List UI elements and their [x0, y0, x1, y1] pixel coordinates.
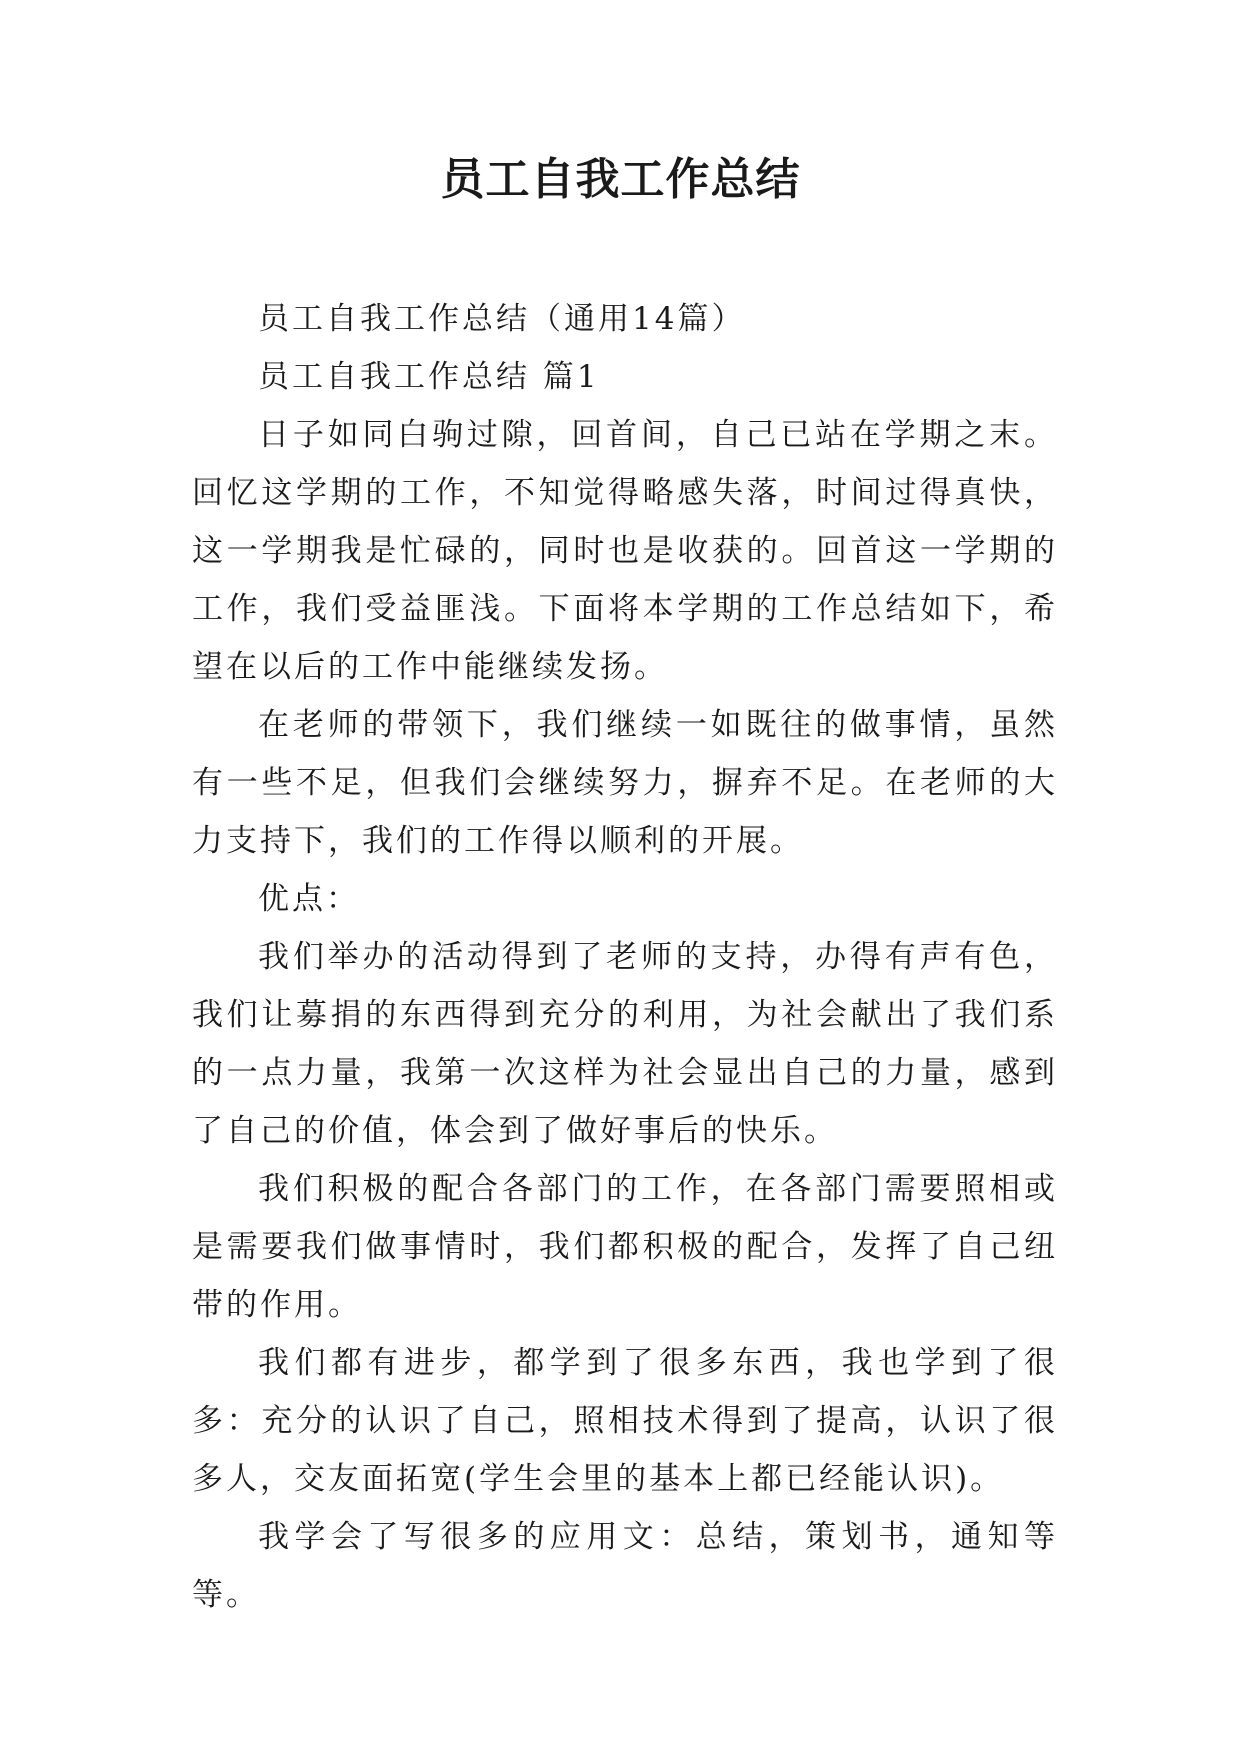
body-paragraph: 我们积极的配合各部门的工作，在各部门需要照相或是需要我们做事情时，我们都积极的配合，发挥了自己纽带的作用。	[192, 1171, 1058, 1323]
section-heading: 员工自我工作总结 篇1	[258, 359, 600, 395]
subtitle-paragraph: 员工自我工作总结（通用14篇）	[258, 301, 746, 337]
body-paragraph: 我学会了写很多的应用文：总结，策划书，通知等等。	[192, 1519, 1058, 1613]
document-body	[192, 290, 1058, 1624]
body-paragraph: 在老师的带领下，我们继续一如既往的做事情，虽然有一些不足，但我们会继续努力，摒弃不足。在老师的大力支持下，我们的工作得以顺利的开展。	[192, 707, 1058, 859]
strengths-heading: 优点：	[258, 881, 360, 917]
body-paragraph: 日子如同白驹过隙，回首间，自己已站在学期之末。回忆这学期的工作，不知觉得略感失落，时间过得真快，这一学期我是忙碌的，同时也是收获的。回首这一学期的工作，我们受益匪浅。下面将本学期的工作总结如下，希望在以后的工作中能继续发扬。	[192, 417, 1058, 685]
document-title: 员工自我工作总结	[440, 154, 801, 205]
body-paragraph: 我们举办的活动得到了老师的支持，办得有声有色，我们让募捐的东西得到充分的利用，为社会献出了我们系的一点力量，我第一次这样为社会显出自己的力量，感到了自己的价值，体会到了做好事后的快乐。	[192, 939, 1058, 1149]
body-paragraph: 我们都有进步，都学到了很多东西，我也学到了很多：充分的认识了自己，照相技术得到了提高，认识了很多人，交友面拓宽(学生会里的基本上都已经能认识)。	[192, 1345, 1058, 1497]
